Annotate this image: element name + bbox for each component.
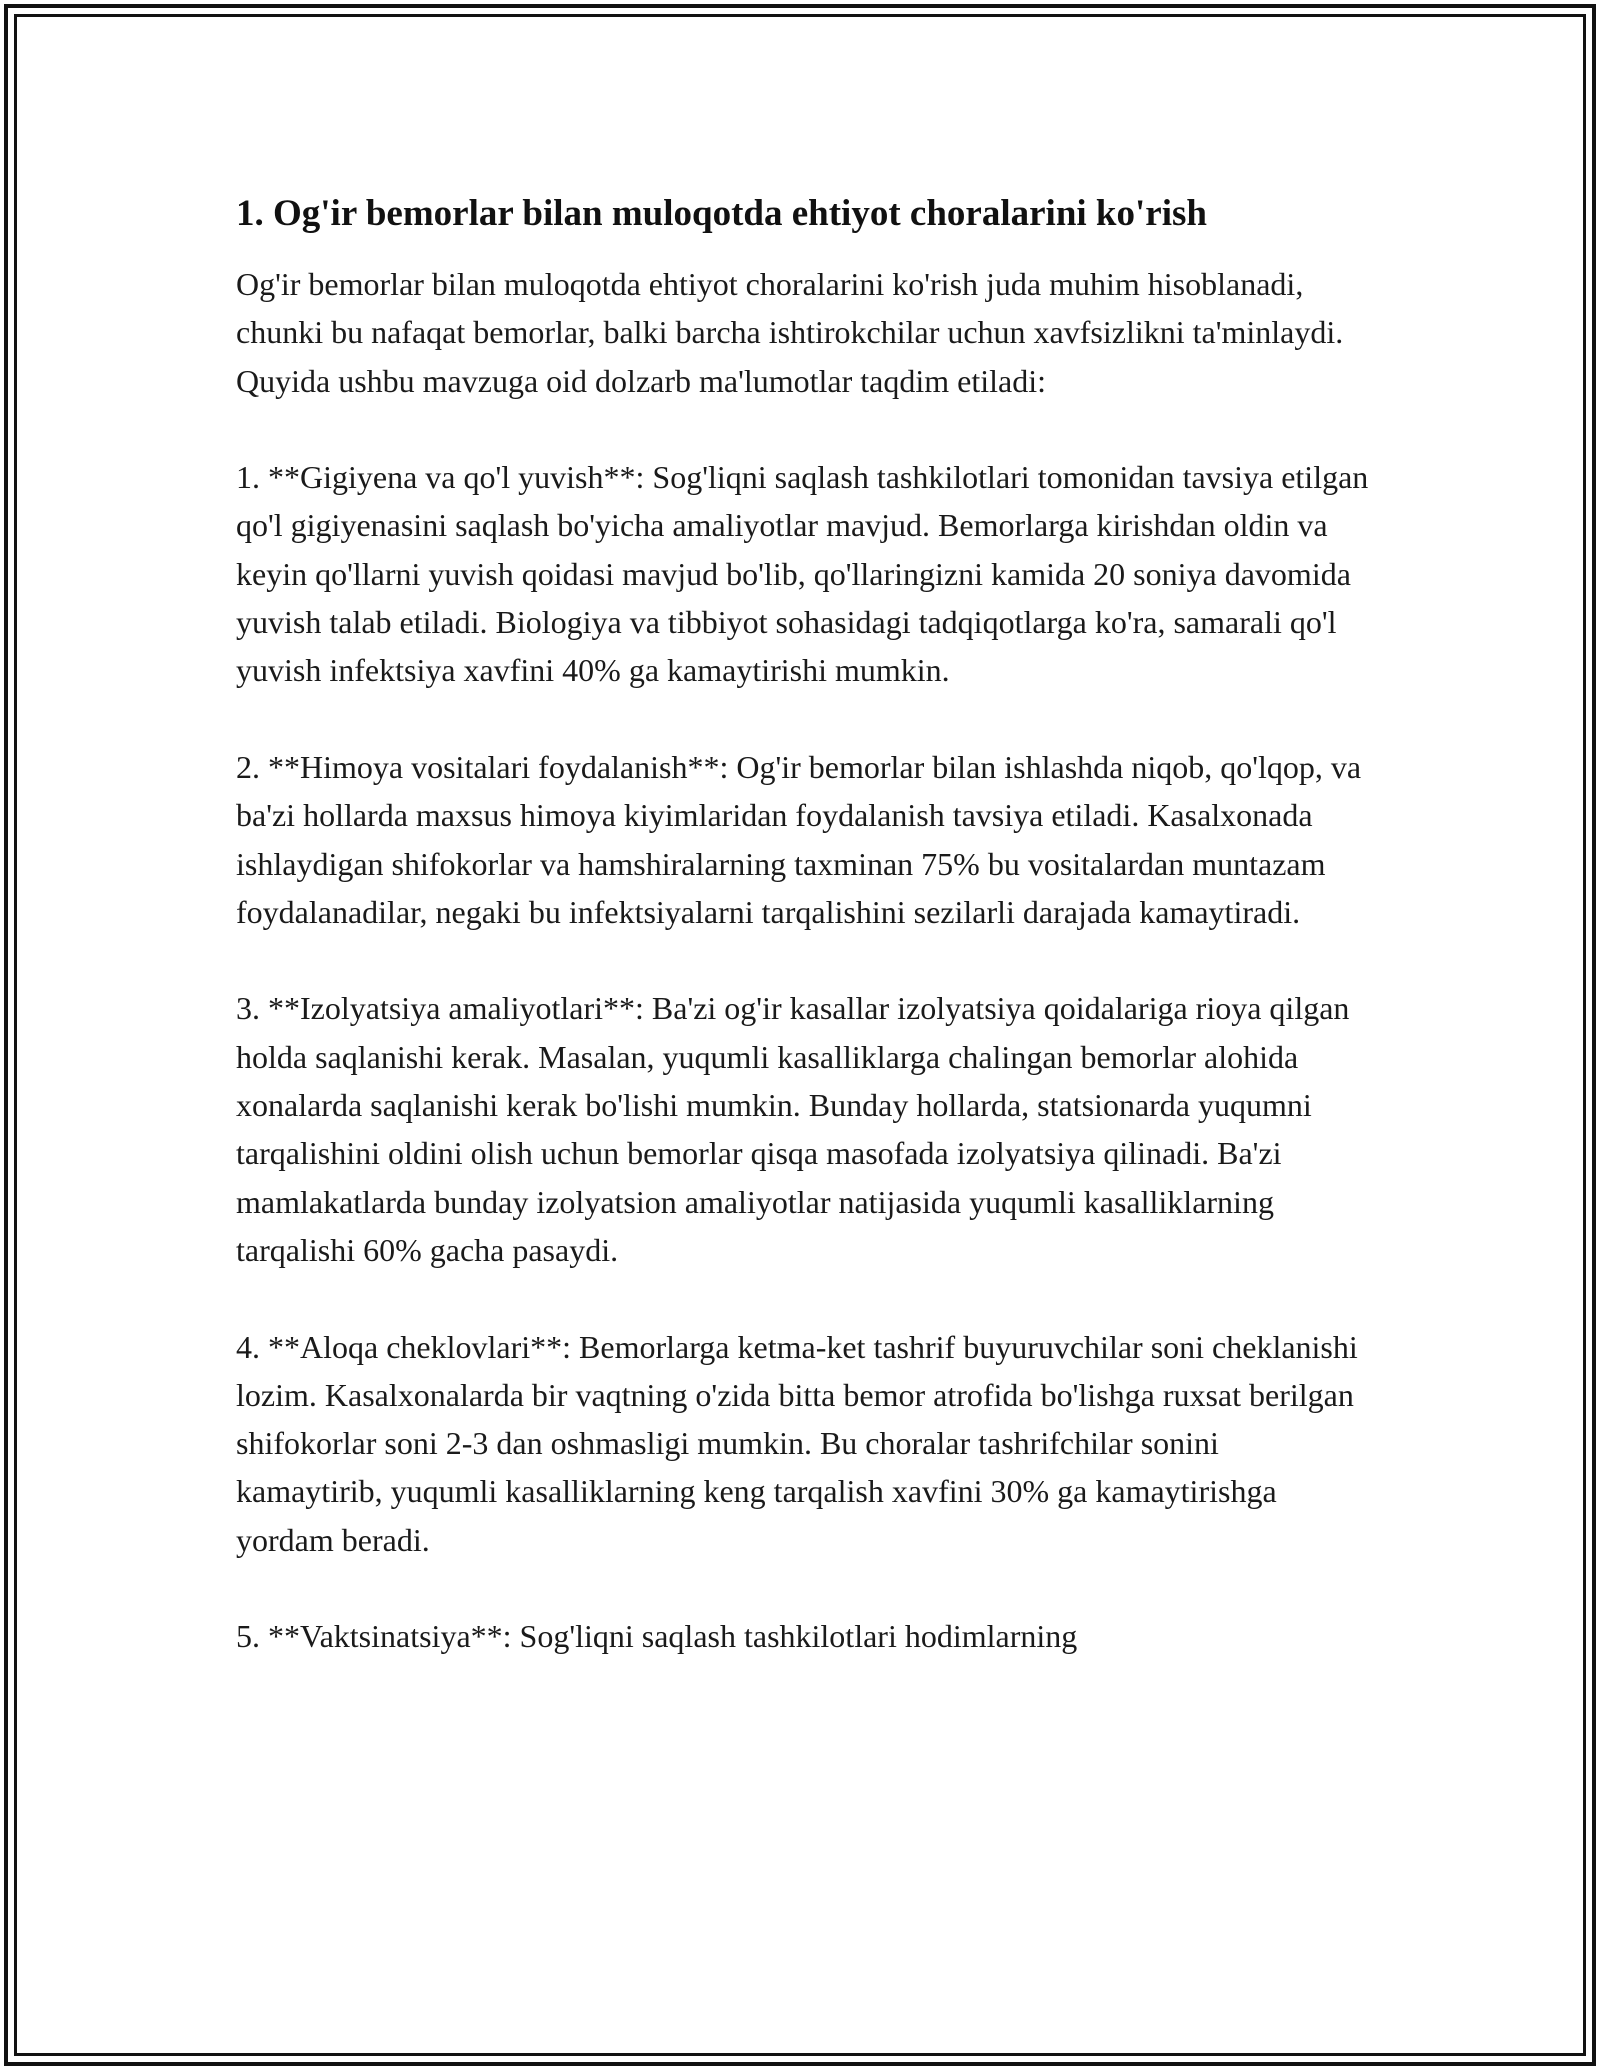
document-body — [236, 190, 1372, 1709]
list-item-protective-equipment: 2. **Himoya vositalari foydalanish**: Og'ir bemorlar bilan ishlashda niqob, qo'lqop, va ba'zi hollarda maxsus himoya kiyimlaridan foydalanish tavsiya etiladi. Kasalxonada ishlaydigan shifokorlar va hamshiralarning taxminan 75% bu vositalardan muntazam foydalanadilar, negaki bu infektsiyalarni tarqalishini sezilarli darajada kamaytiradi. — [236, 748, 1362, 930]
list-item-hygiene: 1. **Gigiyena va qo'l yuvish**: Sog'liqni saqlash tashkilotlari tomonidan tavsiya etilgan qo'l gigiyenasini saqlash bo'yicha amaliyotlar mavjud. Bemorlarga kirishdan oldin va keyin qo'llarni yuvish qoidasi mavjud bo'lib, qo'llaringizni kamida 20 soniya davomida yuvish talab etiladi. Biologiya va tibbiyot sohasidagi tadqiqotlarga ko'ra, samarali qo'l yuvish infektsiya xavfini 40% ga kamaytirishi mumkin. — [236, 459, 1369, 689]
list-item-contact-limits: 4. **Aloqa cheklovlari**: Bemorlarga ketma-ket tashrif buyuruvchilar soni cheklanishi lozim. Kasalxonalarda bir vaqtning o'zida bitta bemor atrofida bo'lishga ruxsat berilgan shifokorlar soni 2-3 dan oshmasligi mumkin. Bu choralar tashrifchilar sonini kamaytirib, yuqumli kasalliklarning keng tarqalish xavfini 30% ga kamaytirishga yordam beradi. — [236, 1328, 1358, 1558]
document-title: 1. Og'ir bemorlar bilan muloqotda ehtiyot choralarini ko'rish — [236, 193, 1207, 234]
list-item-vaccination: 5. **Vaktsinatsiya**: Sog'liqni saqlash tashkilotlari hodimlarning — [236, 1618, 1078, 1655]
intro-paragraph: Og'ir bemorlar bilan muloqotda ehtiyot choralarini ko'rish juda muhim hisoblanadi, chunki bu nafaqat bemorlar, balki barcha ishtirokchilar uchun xavfsizlikni ta'minlaydi. Quyida ushbu mavzuga oid dolzarb ma'lumotlar taqdim etiladi: — [236, 266, 1344, 399]
list-item-isolation: 3. **Izolyatsiya amaliyotlari**: Ba'zi og'ir kasallar izolyatsiya qoidalariga rioya qilgan holda saqlanishi kerak. Masalan, yuqumli kasalliklarga chalingan bemorlar alohida xonalarda saqlanishi kerak bo'lishi mumkin. Bunday hollarda, statsionarda yuqumni tarqalishini oldini olish uchun bemorlar qisqa masofada izolyatsiya qilinadi. Ba'zi mamlakatlarda bunday izolyatsion amaliyotlar natijasida yuqumli kasalliklarning tarqalishi 60% gacha pasaydi. — [236, 990, 1350, 1268]
